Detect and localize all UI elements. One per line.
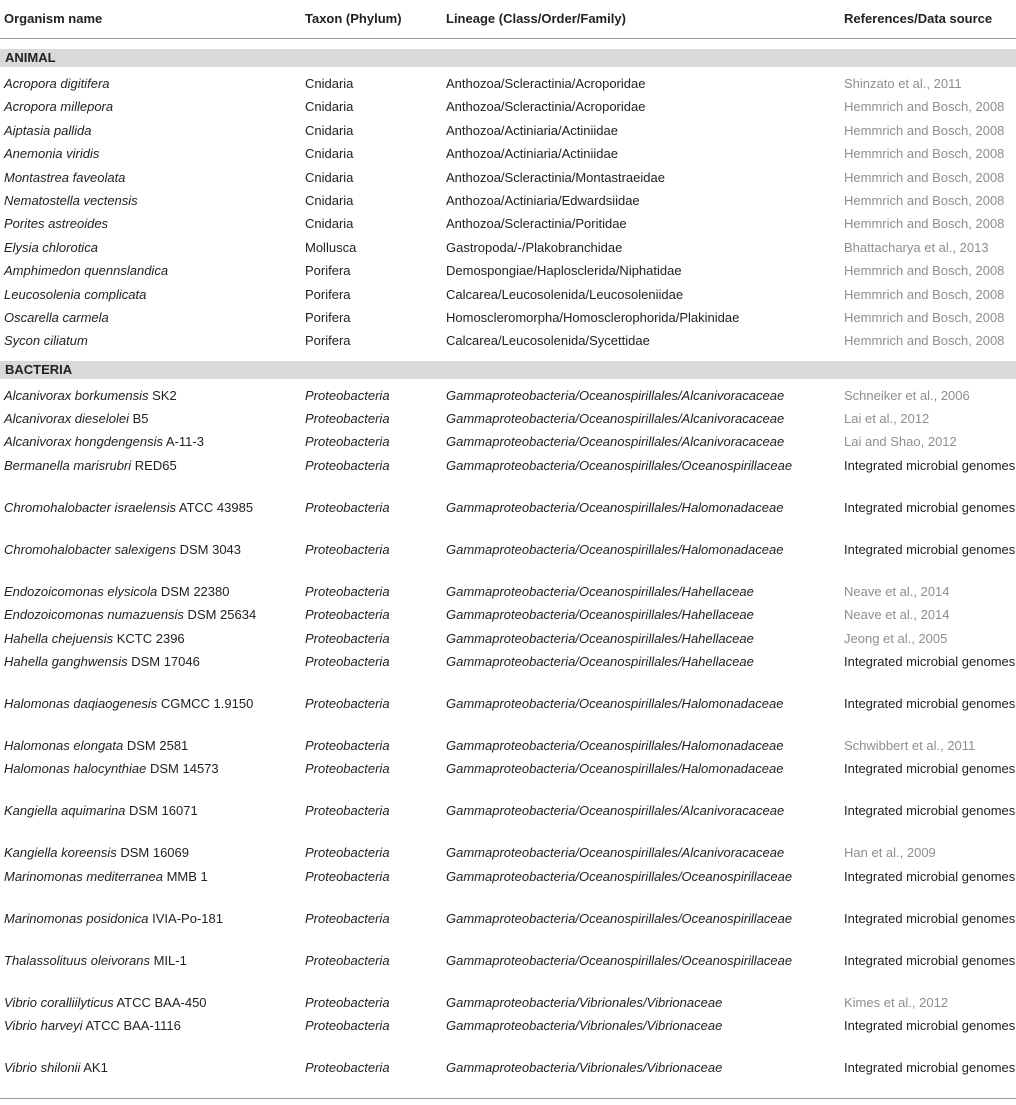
organism-cell [4,801,198,820]
organism-cell [4,652,200,671]
organism-name: Kangiella aquimarina [4,803,126,819]
organism-name: Alcanivorax hongdengensis [4,434,163,450]
section-label: ANIMAL [5,50,56,65]
data-source-cell: Integrated microbial genomes [844,1060,1016,1076]
section-label: BACTERIA [5,361,73,377]
lineage-cell: Gammaproteobacteria/Oceanospirillales/Alcanivoracaceae [446,803,785,819]
taxon-cell: Proteobacteria [305,387,390,403]
organism-name: Leucosolenia complicata [4,286,147,302]
taxon-cell: Proteobacteria [305,1060,390,1076]
strain-id: ATCC 43985 [175,499,254,515]
organism-cell [4,540,241,559]
reference-link[interactable]: Neave et al., 2014 [844,583,950,599]
organism-name: Anemonia viridis [4,146,100,162]
data-source-cell: Integrated microbial genomes [844,499,1016,515]
organism-cell [4,285,146,304]
organism-cell [4,456,177,475]
lineage-cell: Calcarea/Leucosolenida/Leucosoleniidae [446,286,684,302]
reference-link[interactable]: Hemmrich and Bosch, 2008 [844,216,1005,232]
organism-cell [4,74,110,93]
organism-name: Alcanivorax borkumensis [4,387,149,403]
taxon-cell: Cnidaria [305,216,354,232]
organism-name: Porites astreoides [4,216,109,232]
lineage-cell: Anthozoa/Actiniaria/Edwardsiidae [446,192,640,208]
strain-id: RED65 [131,457,177,473]
taxon-cell: Proteobacteria [305,845,390,861]
table-row [0,905,1016,947]
data-source-cell: Integrated microbial genomes [844,910,1016,926]
organism-name: Oscarella carmela [4,309,109,325]
reference-link[interactable]: Neave et al., 2014 [844,607,950,623]
header-taxon: Taxon (Phylum) [305,11,402,26]
organism-cell [4,843,189,862]
lineage-cell: Anthozoa/Actiniaria/Actiniidae [446,146,618,162]
lineage-cell: Demospongiae/Haplosclerida/Niphatidae [446,263,682,279]
taxon-cell: Proteobacteria [305,738,390,754]
taxon-cell: Proteobacteria [305,411,390,427]
taxon-cell: Porifera [305,263,351,279]
lineage-cell: Gammaproteobacteria/Oceanospirillales/Hahellaceae [446,583,754,599]
table-row [0,281,1016,304]
organism-name: Marinomonas posidonica [4,910,149,926]
taxon-cell: Proteobacteria [305,607,390,623]
lineage-cell: Gastropoda/-/Plakobranchidae [446,239,623,255]
strain-id: DSM 2581 [123,738,189,754]
table-row [0,1012,1016,1054]
organism-cell [4,168,125,187]
bottom-rule [0,1098,1016,1099]
table-row [0,797,1016,839]
organism-name: Amphimedon quennslandica [4,263,169,279]
taxon-cell: Proteobacteria [305,654,390,670]
data-source-cell: Integrated microbial genomes [844,1018,1016,1034]
strain-id: MIL-1 [149,952,187,968]
lineage-cell: Gammaproteobacteria/Oceanospirillales/Halomonadaceae [446,696,784,712]
reference-link[interactable]: Schwibbert et al., 2011 [844,738,976,754]
organism-name: Aiptasia pallida [4,122,92,138]
taxon-cell: Proteobacteria [305,696,390,712]
organism-cell [4,582,229,601]
taxon-cell: Cnidaria [305,146,354,162]
data-source-cell: Integrated microbial genomes [844,868,1016,884]
organism-name: Vibrio harveyi [4,1018,83,1034]
table-row [0,452,1016,494]
lineage-cell: Gammaproteobacteria/Oceanospirillales/Oceanospirillaceae [446,457,793,473]
data-source-cell: Integrated microbial genomes [844,541,1016,557]
table-row [0,690,1016,732]
organism-cell [4,694,253,713]
lineage-cell: Anthozoa/Actiniaria/Actiniidae [446,122,618,138]
reference-link[interactable]: Lai et al., 2012 [844,411,930,427]
table-row [0,405,1016,428]
organism-name: Hahella chejuensis [4,630,114,646]
taxon-cell: Porifera [305,286,351,302]
table-row [0,210,1016,233]
strain-id: DSM 3043 [175,541,242,557]
table-row [0,70,1016,93]
table-row [0,625,1016,648]
header-references: References/Data source [844,11,993,26]
table-row [0,1054,1016,1096]
lineage-cell: Gammaproteobacteria/Vibrionales/Vibrionaceae [446,994,723,1010]
taxon-cell: Proteobacteria [305,952,390,968]
organism-name: Acropora digitifera [4,76,110,91]
organism-name: Hahella ganghwensis [4,654,128,670]
table-row [0,327,1016,350]
organism-name: Elysia chlorotica [4,239,98,255]
organism-cell [4,1058,108,1077]
taxon-cell: Proteobacteria [305,434,390,450]
strain-id: KCTC 2396 [113,630,185,646]
strain-id: DSM 17046 [127,654,200,670]
organism-name: Endozoicomonas elysicola [4,583,158,599]
lineage-cell: Gammaproteobacteria/Oceanospirillales/Oceanospirillaceae [446,910,793,926]
organism-name: Chromohalobacter israelensis [4,499,176,515]
taxon-cell: Proteobacteria [305,994,390,1010]
lineage-cell: Gammaproteobacteria/Oceanospirillales/Hahellaceae [446,607,754,623]
organism-cell [4,867,208,886]
taxon-cell: Proteobacteria [305,499,390,515]
section-header [0,361,1016,379]
organism-name: Nematostella vectensis [4,192,138,208]
table-row [0,732,1016,755]
strain-id: IVIA-Po-181 [148,910,223,926]
reference-link[interactable]: Jeong et al., 2005 [844,630,948,646]
data-source-cell: Integrated microbial genomes [844,457,1016,473]
table-row [0,117,1016,140]
organism-name: Acropora millepora [4,99,114,115]
organism-cell [4,144,99,163]
organism-name: Bermanella marisrubri [4,457,132,473]
header-lineage: Lineage (Class/Order/Family) [446,11,626,26]
lineage-cell: Gammaproteobacteria/Oceanospirillales/Hahellaceae [446,630,754,646]
lineage-cell: Calcarea/Leucosolenida/Sycettidae [446,333,650,349]
strain-id: A-11-3 [163,434,204,450]
strain-id: DSM 25634 [183,607,257,623]
organism-cell [4,993,207,1012]
reference-link[interactable]: Hemmrich and Bosch, 2008 [844,99,1005,115]
lineage-cell: Gammaproteobacteria/Oceanospirillales/Alcanivoracaceae [446,387,785,403]
organism-name: Chromohalobacter salexigens [4,541,176,557]
reference-link[interactable]: Hemmrich and Bosch, 2008 [844,263,1005,279]
taxon-cell: Proteobacteria [305,868,390,884]
strain-id: ATCC BAA-1116 [82,1018,181,1034]
table-row [0,140,1016,163]
taxon-cell: Proteobacteria [305,630,390,646]
section-header [0,49,1016,67]
taxon-cell: Cnidaria [305,99,354,115]
taxon-cell: Proteobacteria [305,583,390,599]
organism-cell [4,1016,181,1035]
taxon-cell: Cnidaria [305,76,354,91]
table-row [0,989,1016,1012]
reference-link[interactable]: Hemmrich and Bosch, 2008 [844,122,1005,138]
header-organism: Organism name [4,11,103,26]
lineage-cell: Gammaproteobacteria/Vibrionales/Vibrionaceae [446,1018,723,1034]
organism-name: Alcanivorax dieselolei [4,411,130,427]
reference-link[interactable]: Hemmrich and Bosch, 2008 [844,309,1005,325]
taxon-cell: Proteobacteria [305,1018,390,1034]
lineage-cell: Homoscleromorpha/Homosclerophorida/Plakinidae [446,309,740,325]
lineage-cell: Gammaproteobacteria/Oceanospirillales/Oceanospirillaceae [446,868,793,884]
taxon-cell: Proteobacteria [305,910,390,926]
table-row [0,234,1016,257]
table-row [0,304,1016,327]
table-row [0,93,1016,116]
strain-id: B5 [129,411,149,427]
table-row [0,257,1016,280]
lineage-cell: Anthozoa/Scleractinia/Acroporidae [446,99,646,115]
strain-id: CGMCC 1.9150 [157,696,254,712]
table-row [0,863,1016,905]
taxon-cell: Proteobacteria [305,803,390,819]
lineage-cell: Gammaproteobacteria/Oceanospirillales/Halomonadaceae [446,499,784,515]
lineage-cell: Gammaproteobacteria/Oceanospirillales/Halomonadaceae [446,541,784,557]
taxon-cell: Cnidaria [305,192,354,208]
organism-cell [4,432,204,451]
organism-cell [4,386,177,405]
organism-cell [4,191,138,210]
strain-id: ATCC BAA-450 [113,994,207,1010]
organism-cell [4,308,109,327]
lineage-cell: Gammaproteobacteria/Vibrionales/Vibrionaceae [446,1060,723,1076]
reference-link[interactable]: Hemmrich and Bosch, 2008 [844,286,1005,302]
organism-cell [4,214,108,233]
organism-cell [4,736,188,755]
table-row [0,578,1016,601]
lineage-cell: Gammaproteobacteria/Oceanospirillales/Alcanivoracaceae [446,845,785,861]
lineage-cell: Gammaproteobacteria/Oceanospirillales/Halomonadaceae [446,738,784,754]
table-row [0,382,1016,405]
taxon-cell: Proteobacteria [305,541,390,557]
taxon-cell: Proteobacteria [305,457,390,473]
taxon-cell: Porifera [305,309,351,325]
table-row [0,494,1016,536]
lineage-cell: Anthozoa/Scleractinia/Montastraeidae [446,169,665,185]
reference-link[interactable]: Shinzato et al., 2011 [844,76,962,91]
strain-id: MMB 1 [162,868,208,884]
lineage-cell: Anthozoa/Scleractinia/Acroporidae [446,76,646,91]
strain-id: DSM 16069 [116,845,189,861]
lineage-cell: Gammaproteobacteria/Oceanospirillales/Alcanivoracaceae [446,411,785,427]
taxon-cell: Mollusca [305,239,357,255]
lineage-cell: Anthozoa/Scleractinia/Poritidae [446,216,627,232]
strain-id: AK1 [80,1060,108,1076]
organism-name: Kangiella koreensis [4,845,117,861]
organism-cell [4,97,113,116]
organism-name: Marinomonas mediterranea [4,868,163,884]
organism-cell [4,331,88,350]
organism-cell [4,951,187,970]
table-row [0,428,1016,451]
data-source-cell: Integrated microbial genomes [844,952,1016,968]
reference-link[interactable]: Schneiker et al., 2006 [844,387,970,403]
table-row [0,648,1016,690]
taxon-cell: Cnidaria [305,169,354,185]
organism-cell [4,605,256,624]
taxon-cell: Cnidaria [305,122,354,138]
table-body [0,49,1016,1096]
lineage-cell: Gammaproteobacteria/Oceanospirillales/Alcanivoracaceae [446,434,785,450]
table-header [0,0,1016,39]
organism-name: Thalassolituus oleivorans [4,952,150,968]
lineage-cell: Gammaproteobacteria/Oceanospirillales/Halomonadaceae [446,761,784,777]
lineage-cell: Gammaproteobacteria/Oceanospirillales/Oceanospirillaceae [446,952,793,968]
reference-link[interactable]: Kimes et al., 2012 [844,994,949,1010]
lineage-cell: Gammaproteobacteria/Oceanospirillales/Hahellaceae [446,654,754,670]
organism-cell [4,498,253,517]
organism-name: Endozoicomonas numazuensis [4,607,184,623]
table-row [0,755,1016,797]
data-source-cell: Integrated microbial genomes [844,654,1016,670]
organism-name: Halomonas elongata [4,738,124,754]
organism-cell [4,261,168,280]
data-source-cell: Integrated microbial genomes [844,696,1016,712]
organism-name: Sycon ciliatum [4,333,88,349]
table-row [0,536,1016,578]
organism-cell [4,909,223,928]
data-source-cell: Integrated microbial genomes [844,803,1016,819]
reference-link[interactable]: Hemmrich and Bosch, 2008 [844,192,1005,208]
organism-name: Vibrio coralliilyticus [4,994,114,1010]
table-row [0,947,1016,989]
strain-id: DSM 22380 [157,583,230,599]
organism-cell [4,629,185,648]
organism-cell [4,238,98,257]
taxon-cell: Proteobacteria [305,761,390,777]
table-row [0,839,1016,862]
organism-name: Halomonas daqiaogenesis [4,696,158,712]
reference-link[interactable]: Hemmrich and Bosch, 2008 [844,333,1005,349]
reference-link[interactable]: Hemmrich and Bosch, 2008 [844,146,1005,162]
strain-id: SK2 [148,387,177,403]
organism-name: Vibrio shilonii [4,1060,81,1076]
data-source-cell: Integrated microbial genomes [844,761,1016,777]
strain-id: DSM 14573 [146,761,219,777]
organism-cell [4,759,219,778]
table-row [0,187,1016,210]
reference-link[interactable]: Lai and Shao, 2012 [844,434,957,450]
organism-cell [4,409,149,428]
taxon-cell: Porifera [305,333,351,349]
strain-id: DSM 16071 [125,803,198,819]
organism-cell [4,121,91,140]
reference-link[interactable]: Bhattacharya et al., 2013 [844,239,989,255]
reference-link[interactable]: Hemmrich and Bosch, 2008 [844,169,1005,185]
table-row [0,601,1016,624]
reference-link[interactable]: Han et al., 2009 [844,845,936,861]
organism-name: Halomonas halocynthiae [4,761,147,777]
organism-name: Montastrea faveolata [4,169,126,185]
table-row [0,164,1016,187]
